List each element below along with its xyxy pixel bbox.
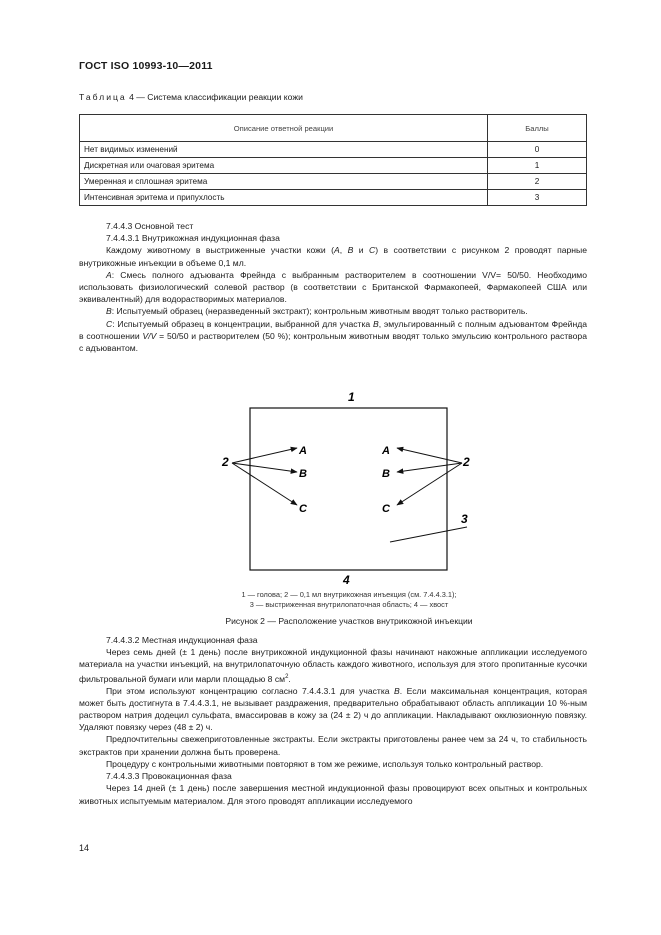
section-main-test	[79, 220, 587, 354]
arrow-left-b	[232, 463, 297, 472]
arrow-right-c	[397, 463, 462, 505]
paragraph-extracts: Предпочтительны свежеприготовленные экстракты. Если экстракты приготовлены ранее чем за 24 ч, то стабильность экстрактов при хранении должна быть проверена.	[79, 734, 587, 757]
arrow-right-b	[397, 463, 462, 472]
label-right-c: C	[382, 503, 390, 515]
heading-intradermal-phase: 7.4.4.3.1 Внутрикожная индукционная фаза	[106, 233, 280, 244]
arrow-right-a	[397, 448, 462, 463]
section-local-induction	[79, 634, 587, 807]
label-injection-right: 2	[463, 455, 470, 469]
label-right-a: A	[382, 445, 390, 457]
page-number: 14	[79, 843, 90, 853]
paragraph-site-a: A: Смесь полного адъюванта Фрейнда с выбранным растворителем в соотношении V/V= 50/50. Необходимо использовать физиологический солевой раствор (в соответствии с Британской Фармакопеей, Фармакопеей США или эквивалентный) для водорастворимых материалов.	[79, 269, 587, 305]
paragraph-challenge: Через 14 дней (± 1 день) после завершения местной индукционной фазы провоцируют всех опытных и контрольных животных испытуемым материалом. Для этого проводят аппликации исследуемого	[79, 783, 587, 806]
label-scapular-area: 3	[461, 512, 468, 526]
arrow-left-a	[232, 448, 297, 463]
table-cell-description: Интенсивная эритема и припухлость	[80, 190, 488, 206]
paragraph-local-application: Через семь дней (± 1 день) после внутрикожной индукционной фазы начинают накожные аппликации исследуемого материала на участки инъекций, на внутрилопаточную область каждого животного, используя для этого пропитанные кусочки фильтровальной бумаги или марли площадью 8 $см^2$.	[79, 647, 587, 684]
table-caption	[79, 92, 303, 102]
table-row	[80, 158, 587, 174]
heading-local-induction: 7.4.4.3.2 Местная индукционная фаза	[106, 635, 258, 645]
column-header-score: Баллы	[488, 115, 587, 142]
heading-main-test: 7.4.4.3 Основной тест	[106, 221, 194, 231]
animal-back-outline	[250, 408, 447, 570]
figure-legend-line: 3 — выстриженная внутрилопаточная область; 4 — хвост	[249, 600, 449, 609]
paragraph-site-c: C: Испытуемый образец в концентрации, выбранной для участка B, эмульгированный с полным адъювантом Фрейнда в соотношении V/V = 50/50 и растворителем (50 %); контрольным животным вводят только эмульсию контрольного раствора с адъювантом.	[79, 318, 587, 354]
table-cell-description: Нет видимых изменений	[80, 142, 488, 158]
figure-legend-line: 1 — голова; 2 — 0,1 мл внутрикожная инъекция (см. 7.4.4.3.1);	[241, 590, 457, 599]
table-caption-word: Таблица	[79, 92, 127, 102]
figure-legend	[79, 590, 619, 610]
table-cell-score: 2	[488, 174, 587, 190]
table-row	[80, 174, 587, 190]
label-left-c: C	[299, 503, 307, 515]
heading-challenge-phase: 7.4.4.3.3 Провокационная фаза	[106, 771, 232, 782]
table-header-row	[80, 115, 587, 142]
label-tail: 4	[343, 573, 350, 587]
label-right-b: B	[382, 468, 390, 480]
leader-line-area	[390, 527, 467, 542]
paragraph-injections: Каждому животному в выстриженные участки кожи (A, B и C) в соответствии с рисунком 2 проводят парные внутрикожные инъекции в объеме 0,1 мл.	[79, 245, 587, 268]
label-left-a: A	[299, 445, 307, 457]
classification-table	[79, 114, 587, 206]
paragraph-concentration: При этом используют концентрацию согласно 7.4.4.3.1 для участка B. Если максимальная концентрация, которая может быть достигнута в 7.4.4.3.1, не вызывает раздражения, предварительно обрабатывают область аппликации 10 %-ным раствором натрия додецил сульфата, вмассировав в кожу за (24 ± 2) ч до аппликации. Накладывают окклюзионную повязку. Удаляют повязку через (48 ± 2) ч.	[79, 685, 587, 733]
figure-caption: Рисунок 2 — Расположение участков внутрикожной инъекции	[225, 616, 473, 626]
table-row	[80, 142, 587, 158]
column-header-description: Описание ответной реакции	[80, 115, 488, 142]
paragraph-controls: Процедуру с контрольными животными повторяют в том же режиме, используя только контрольный раствор.	[106, 758, 544, 769]
table-cell-score: 1	[488, 158, 587, 174]
injection-sites-figure	[215, 388, 515, 588]
table-cell-score: 3	[488, 190, 587, 206]
table-caption-text: 4 — Система классификации реакции кожи	[126, 92, 303, 102]
table-cell-description: Дискретная или очаговая эритема	[80, 158, 488, 174]
arrow-left-c	[232, 463, 297, 505]
label-injection-left: 2	[222, 455, 229, 469]
label-head: 1	[348, 390, 355, 404]
document-header: ГОСТ ISO 10993-10—2011	[79, 60, 213, 72]
table-cell-score: 0	[488, 142, 587, 158]
paragraph-site-b: B: Испытуемый образец (неразведенный экстракт); контрольным животным вводят только растворитель.	[106, 306, 528, 317]
label-left-b: B	[299, 468, 307, 480]
table-cell-description: Умеренная и сплошная эритема	[80, 174, 488, 190]
table-row	[80, 190, 587, 206]
